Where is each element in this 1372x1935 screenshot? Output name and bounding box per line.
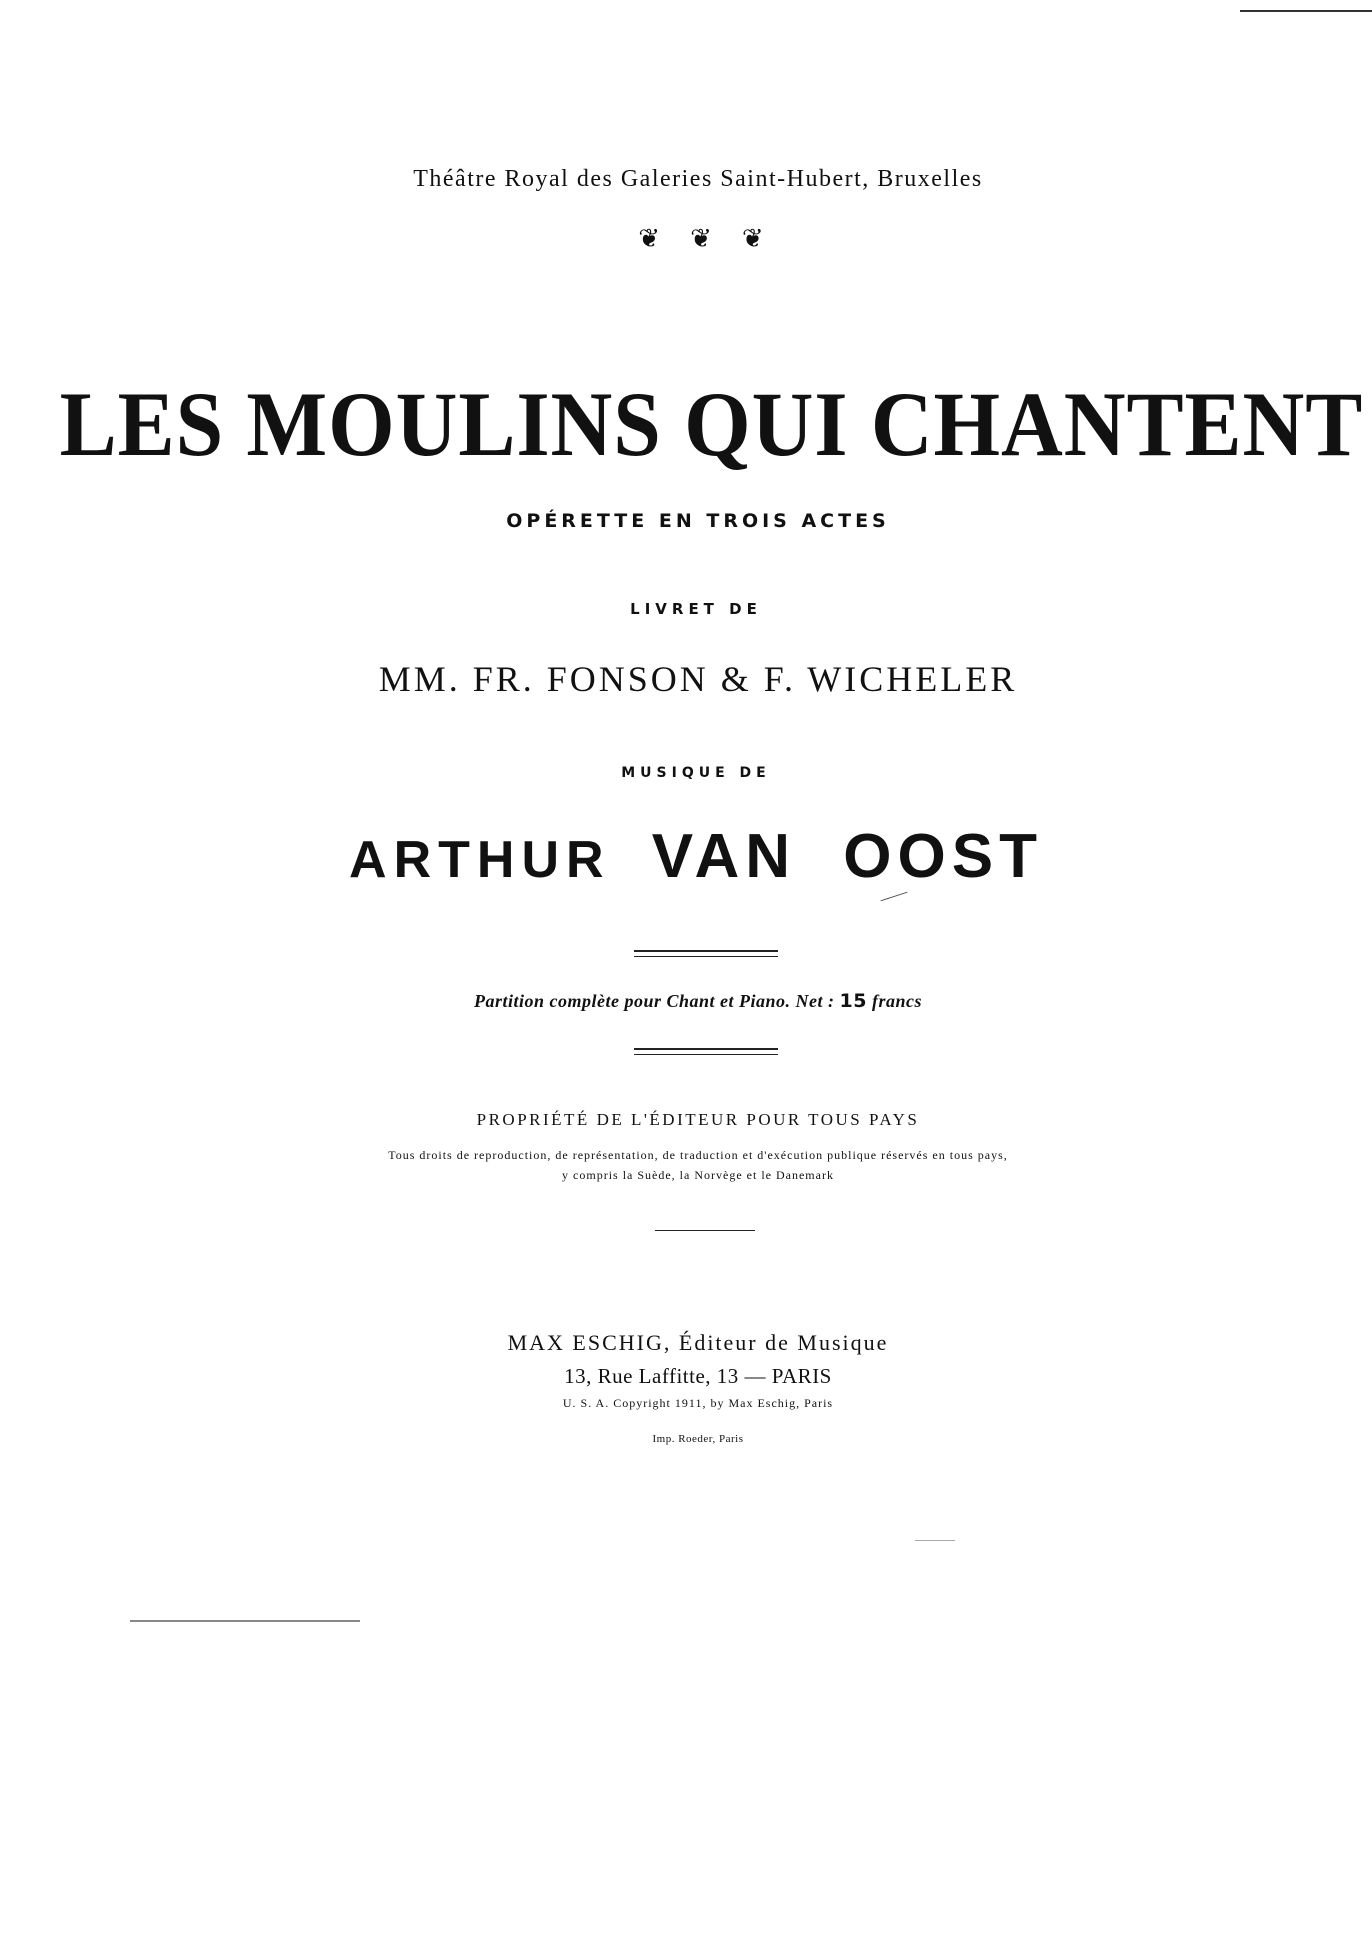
scan-mark	[881, 892, 908, 902]
composer-name	[0, 822, 1372, 891]
score-price: 15	[839, 990, 867, 1012]
music-label: MUSIQUE DE	[621, 765, 771, 781]
scan-mark	[1240, 10, 1372, 12]
divider-rule	[634, 1048, 778, 1050]
printer-line: Imp. Roeder, Paris	[652, 1433, 744, 1445]
divider-rule	[634, 956, 778, 957]
main-title: LES MOULINS QUI CHANTENT	[59, 373, 1364, 475]
librettists: MM. FR. FONSON & F. WICHELER	[378, 659, 1018, 699]
rights-line: Tous droits de reproduction, de représentation, de traduction et d'exécution publique réservés en tous pays,	[388, 1148, 1008, 1162]
fleuron-icon: ❦	[741, 224, 794, 254]
scan-mark	[915, 1540, 955, 1541]
fleuron-icon: ❦	[638, 224, 691, 254]
copyright-line: U. S. A. Copyright 1911, by Max Eschig, Paris	[562, 1396, 834, 1410]
subtitle: OPÉRETTE EN TROIS ACTES	[506, 510, 890, 532]
fleuron-icon: ❦	[690, 224, 742, 254]
score-currency: francs	[871, 991, 922, 1011]
ornament-row	[0, 224, 1372, 254]
scan-mark	[130, 1620, 360, 1622]
publisher-address: 13, Rue Laffitte, 13 — PARIS	[564, 1364, 832, 1388]
composer-first-name: ARTHUR	[349, 831, 611, 889]
score-text: Partition complète pour Chant et Piano. Net :	[474, 991, 835, 1011]
divider-rule	[655, 1230, 755, 1231]
rights-heading: PROPRIÉTÉ DE L'ÉDITEUR POUR TOUS PAYS	[476, 1110, 920, 1129]
libretto-label: LIVRET DE	[630, 600, 762, 618]
divider-rule	[634, 950, 778, 952]
divider-rule	[634, 1054, 778, 1055]
rights-line: y compris la Suède, la Norvège et le Danemark	[562, 1168, 834, 1182]
composer-last-name: VAN OOST	[651, 822, 1043, 891]
theatre-line: Théâtre Royal des Galeries Saint-Hubert, Bruxelles	[413, 166, 983, 192]
score-description	[0, 990, 1372, 1012]
publisher-name: MAX ESCHIG, Éditeur de Musique	[507, 1330, 889, 1355]
